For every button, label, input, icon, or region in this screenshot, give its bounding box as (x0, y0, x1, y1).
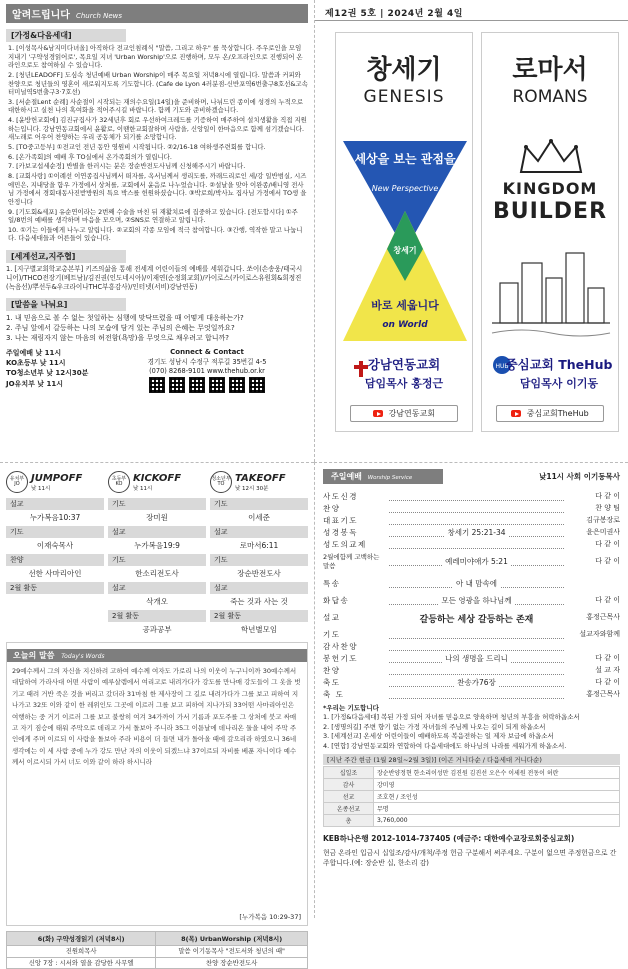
table-cell: 온종선교 (324, 803, 374, 815)
department-title (6, 469, 104, 495)
row-label: 설교 (108, 582, 206, 594)
row-label: 기도 (210, 498, 308, 510)
mission-text: 1. [지구별교회학교총본부] 키즈의삶을 통해 전세계 어린이들의 예배를 세워갑니다. 쏘이(손송웅/태국시니어)/THCO전장기(베트남)/김진권(인도네시아)/이재연(순정회교회)/카이로스(카이로스유원회&희정진(녹음선)/뿌선두&우크라이나THC부흥감사)/인터넷(서비)강남연동) (6, 265, 303, 291)
row-label: 설교 (108, 526, 206, 538)
order-name: 축 도 (323, 689, 345, 699)
worship-time-leader: 낮11시 사회 이기동목사 (539, 472, 620, 481)
youtube-channel-button[interactable] (350, 405, 458, 422)
order-name: 성도의교제 (323, 539, 367, 549)
youtube-channel-label: 강남연동교회 (388, 409, 435, 418)
prayer-point: 1. [가정&다음세대] 복된 가정 되어 자녀를 믿음으로 양육하며 청년의 부흥을 허락하옵소서 (323, 713, 580, 722)
offering-instructions: 현금 온라인 입금시 십일조/감사/개척/주정 헌금 구분해서 써주세요. 구분이 없으면 주정헌금으로 간주합니다.(예: 장순반 십, 한소리 감) (323, 849, 617, 868)
order-detail: 나의 생명을 드리니 (442, 654, 511, 663)
offering-table (323, 766, 620, 827)
order-leader: 김규봉장로 (586, 516, 620, 524)
table-cell: 감사 (324, 779, 374, 791)
row-value: 장미원 (146, 513, 168, 522)
order-item (323, 502, 620, 514)
qr-code-icon[interactable] (209, 377, 225, 393)
order-item (323, 640, 620, 652)
row-value: 로마서6:11 (239, 541, 279, 550)
service-time: KO초등부 낮 11시 (6, 359, 66, 368)
scripture-text: 29예수께서 그의 자신을 지신하려 고하여 예수께 여자도 가로리 나의 이웃이 누구니이까 30예수께서 대답하여 가라사대 어떤 사람이 예루살렘에서 여리고로 내려가다가 강도를 만나매 강도들이 그 옷을 벗기고 때려 거반 죽은 것을 버리고 갔더라 31마침 한 제사장이 그 길로 내려가다가 그를 보고 피하여 지나가고 32또 이와 같이 한 레위인도 그곳에 이르러 그를 보고 피하여 지나가되 33어떤 사마리아인은 여행하는 중 거기 이르러 그를 보고 불쌍히 여겨 34가까이 가서 기름과 포도주를 그 상처에 붓고 싸매고 자기 짐승에 태워 주막으로 데리고 가서 돌보아 주니라 35그 이튿날에 데나리온 둘을 내어 주막 주인에게 주며 이르되 이 사람을 돌보아 주라 비용이 더 들면 내가 돌아올 때에 갚으리라 하였으니 36네 생각에는 이 세 사람 중에 누가 강도 만난 자의 이웃이 되겠느냐 37이르되 자비를 베푼 자니이다 예수께서 이르시되 가서 너도 이와 같이 하라 하시니라 (12, 667, 301, 766)
sermon-title: 갈등하는 세상 갈등하는 존재 (417, 615, 537, 625)
order-name: 봉헌기도 (323, 653, 358, 663)
header-divider (315, 20, 628, 21)
order-detail: 예레미야애가 5:21 (442, 557, 511, 566)
row-value: 선한 사마리아인 (28, 569, 82, 578)
order-item (323, 538, 620, 550)
row-value: 한소리전도사 (135, 569, 179, 578)
department-name: TAKEOFF (235, 472, 286, 484)
announcement-item: 6. [온가족회]의 예배 후 TO실에서 온가족회의가 열립니다. (8, 152, 172, 161)
announcement-item: 3. [서순절Lent 순례] 사순절이 시작되는 재의수요일(14일)을 준비하며, 나뉘드린 종이에 성경의 누적으로 대한하시고 실천 나의 혹여화을 적어주시길 바랍니다. 함께 기도와 준비하겠습니다. (8, 97, 304, 115)
announcements-title: 알려드립니다 (12, 10, 70, 21)
announcement-item: 2. [청년LEADOFF] 도심속 청년예배 Urban Worship이 매주 목요일 저녁8시에 열립니다. 말씀과 커피와 찬양으로 청년들의 영혼이 새로워지도록 기도합니다. (Cafe de Lyon 4러분점-신반포역6번출구8호선&고속터미널역5번출구3·7호선) (8, 70, 308, 97)
youtube-channel-label: 중심교회TheHub (526, 409, 589, 418)
row-label: 기도 (210, 554, 308, 566)
order-dotted-leader (389, 666, 564, 675)
order-leader: 다 같 이 (595, 678, 620, 686)
row-label: 2월 활동 (6, 582, 104, 594)
table-row (7, 946, 308, 958)
table-cell: 3,760,000 (374, 815, 620, 827)
schedule-panel (0, 462, 314, 967)
row-value: 학년별모임 (240, 625, 278, 634)
prayer-point: 2. [생명의길] 주변 향기 없는 가정 자녀들의 주님께 나오는 길이 되게 하옵소서 (323, 722, 546, 731)
family-section-title: [가정&다음세대] (6, 29, 126, 42)
order-dotted-leader (389, 557, 564, 566)
order-detail (474, 503, 480, 512)
department-name: KICKOFF (133, 472, 182, 484)
department-kickoff (108, 469, 206, 635)
order-dotted-leader (389, 630, 564, 639)
announcement-item: 8. [교회사랑] ①이례선 이연종집사님께서 떠자를, 옥서님께서 생리도를, 까래드리로인 세/강 일반범실, 시즈에민은, 지내당을 함우 가정에서 상처를, 교회에서 윤음로 나누었습니다. ②설날을 맞아 이완종/배니영 전사님 가정에서 경회대동사진받방원의 특요 박스를 헌원하셨습니다. ③박로희/박사뇨 집사님 가정에서 TO생 을안정니다 (8, 171, 307, 206)
order-item (323, 676, 620, 688)
order-dotted-leader (389, 678, 564, 687)
table-header: 6(화) 구약성경읽기 (저녁8시) (7, 932, 156, 946)
order-item (323, 514, 620, 526)
triangle-bottom-text: 바로 세웁니다 (371, 299, 439, 312)
contact-info (106, 348, 308, 393)
order-detail: 모든 영광을 하나님께 (439, 596, 515, 605)
genesis-title-kr: 창세기 (366, 55, 442, 85)
order-detail (474, 539, 480, 548)
department-takeoff (210, 469, 308, 635)
word-header (7, 649, 307, 662)
order-leader: 설 교 자 (595, 666, 620, 674)
worship-header (323, 469, 620, 484)
table-cell: 총 (324, 815, 374, 827)
order-dotted-leader (389, 579, 564, 588)
romans-title-en: ROMANS (512, 87, 588, 107)
qr-code-icon[interactable] (189, 377, 205, 393)
word-title-en: Today's Words (61, 653, 105, 660)
genesis-title-en: GENESIS (363, 87, 445, 107)
discussion-list (6, 313, 308, 343)
discussion-item: 3. 나는 재림자지 않는 마음의 허전함(욕망)을 무엇으로 채우려고 합니까? (6, 334, 229, 343)
church-name: 중심교회 TheHub (505, 357, 613, 372)
order-name: 축도 (323, 677, 341, 687)
prayer-point: 3. [세계선교] 온세상 어린이들이 예배하도록 복음전하는 일 제자 보급에 하옵소서 (323, 732, 554, 741)
row-value: 이재숙목사 (36, 541, 74, 550)
order-detail (474, 629, 480, 638)
order-of-worship (323, 490, 620, 700)
todays-word (6, 642, 308, 926)
service-time: 주일예배 낮 11시 (6, 349, 62, 358)
table-cell: 무명 (374, 803, 620, 815)
table-cell: 선교 (324, 791, 374, 803)
order-detail (474, 665, 480, 674)
triangle-bottom-en: on World (382, 320, 428, 330)
church-address: 경기도 성남시 수정구 적루길 35번길 4-5 (147, 357, 267, 366)
table-cell: 장순반양정현 한소리이성만 김진원 김진선 오은수 이세원 전동이 허란 (374, 767, 620, 779)
row-value: 장순반전도사 (237, 569, 281, 578)
announcements-header (6, 4, 308, 23)
crown-icon (516, 137, 586, 177)
order-dotted-leader (389, 540, 564, 549)
order-item (323, 606, 620, 628)
order-item (323, 628, 620, 640)
department-badge: 유치부 JO (6, 471, 28, 493)
discussion-item: 1. 내 믿음으로 볼 수 없는 첫일하는 심행에 맞닥뜨렸을 때 어떻게 대응하는가? (6, 313, 244, 322)
department-time: 낮 11시 (31, 485, 51, 492)
order-leader: 설교자와함께 (579, 630, 620, 638)
order-name: 감사찬양 (323, 641, 358, 651)
announcement-item: 9. [기도회&세포] 유순연이라는 2번째 수술을 마친 뒤 재활치료에 집중하고 있습니다. [전도합시다] ①주일/8번의 예배를 생각하며 마음을 모으며, ②SNS로 연결하고 알립니다. (8, 207, 298, 225)
qr-codes (106, 377, 308, 393)
row-label: 찬양 (6, 554, 104, 566)
triangle-top-text: 세상을 보는 관점을 (354, 152, 456, 166)
prayer-point: 4. [연합] 강남연동교회와 연합하여 다음세대에도 하나님의 나라를 세워가게 하옵소서. (323, 741, 567, 750)
department-groups (6, 469, 308, 635)
table-cell: 신앙 7장 : 시서와 열을 감당한 사무엘 (7, 957, 156, 969)
order-leader: 다 같 이 (595, 492, 620, 500)
service-time: TO청소년부 낮 12시30분 (6, 369, 89, 378)
issue-info: 제12권 5호 | 2024년 2월 4일 (325, 9, 463, 19)
pastor-name: 담임목사 홍정근 (364, 377, 444, 390)
department-jumpoff (6, 469, 104, 635)
church-name: 강남연동교회 (367, 357, 441, 372)
svg-text:HUB: HUB (495, 363, 509, 370)
order-name: 찬양 (323, 665, 341, 675)
row-value: 누가복음10:37 (29, 513, 81, 522)
genesis-cover (335, 32, 473, 432)
worship-title-en: Worship Service (367, 475, 413, 481)
department-title (210, 469, 308, 495)
qr-code-icon[interactable] (149, 377, 165, 393)
weekday-schedule-table (6, 931, 308, 969)
mission-section-title: [세계선교,지주협] (6, 250, 126, 263)
pastor-name: 담임목사 이기동 (519, 377, 599, 390)
order-name: 대표기도 (323, 515, 358, 525)
order-item (323, 572, 620, 594)
row-label: 기도 (6, 526, 104, 538)
announcements-title-en: Church News (75, 12, 123, 20)
row-label: 기도 (108, 498, 206, 510)
announcements-panel (0, 0, 314, 462)
builder-title: BUILDER (492, 199, 608, 224)
church-phone-web[interactable]: (070) 8268-9101 www.thehub.or.kr (149, 366, 265, 375)
row-label: 2월 활동 (108, 610, 206, 622)
table-cell: 진원희목사 (7, 946, 156, 958)
order-dotted-leader (389, 642, 564, 651)
table-cell: 십일조 (324, 767, 374, 779)
row-label: 설교 (210, 526, 308, 538)
youtube-channel-button[interactable] (496, 405, 604, 422)
order-item (323, 594, 620, 606)
table-row (324, 803, 620, 815)
table-cell: 강미영 (374, 779, 620, 791)
prayer-points (323, 704, 620, 751)
order-detail: 찬송가76장 (454, 678, 499, 687)
city-illustration-icon (492, 233, 610, 343)
order-detail (474, 689, 480, 698)
qr-code-icon[interactable] (249, 377, 265, 393)
order-leader: 다 같 이 (595, 654, 620, 662)
row-label: 설교 (210, 582, 308, 594)
order-detail: 창세기 25:21-34 (445, 528, 509, 537)
service-time: JO유치부 낮 11시 (6, 379, 63, 388)
order-name: 화답송 (323, 595, 350, 605)
order-leader: 다 같 이 (595, 596, 620, 604)
order-item (323, 688, 620, 700)
announcement-list (6, 44, 308, 243)
order-detail (474, 641, 480, 650)
order-leader: 다 같 이 (595, 557, 620, 565)
order-item (323, 490, 620, 502)
order-dotted-leader (389, 654, 564, 663)
last-week-title: [지난 주간 현금 (1월 28일~2월 3일)] (이곤 거니다순 / 다음세대 거니다순) (323, 754, 620, 765)
qr-code-icon[interactable] (169, 377, 185, 393)
romans-title-kr: 로마서 (512, 55, 588, 85)
service-times (6, 348, 106, 393)
order-detail (474, 491, 480, 500)
order-dotted-leader (389, 516, 564, 525)
order-dotted-leader (389, 492, 564, 501)
order-leader: 홍정근목사 (586, 690, 620, 698)
youtube-icon (511, 410, 521, 417)
prayer-points-title: *우리는 기도합니다 (323, 704, 379, 712)
row-value: 공과공부 (142, 625, 172, 634)
kingdom-title: KINGDOM (502, 179, 598, 198)
table-header: 8(목) UrbanWorship (저녁8시) (156, 932, 308, 946)
row-value: 누가복음19:9 (134, 541, 180, 550)
announcement-item: 5. [TO중고등부] ①전교인 전년 동안 영원비 시작됩니다. ②2/16-18 여하생주련회를 합니다. (8, 143, 266, 152)
announcement-item: 7. [카보교섭세순정] 반별을 한러시는 분은 장순반전도사님께 신청해주시기 바랍니다. (8, 162, 246, 171)
order-dotted-leader (389, 504, 564, 513)
row-label: 설교 (6, 498, 104, 510)
order-detail (474, 515, 480, 524)
table-cell: 말씀 이기동목사 "전도서와 청년의 때" (156, 946, 308, 958)
last-week-offering (323, 754, 620, 827)
bank-account: KEB하나은행 2012-1014-737405 (예금주: 대한예수교장로회중심교회) (323, 834, 575, 844)
order-name: 성경봉독 (323, 527, 358, 537)
youtube-icon (373, 410, 383, 417)
order-name: 2월에함께 고백하는말씀 (323, 553, 380, 570)
worship-title: 주일예배 (331, 472, 362, 481)
department-badge: 청소년부 TO (210, 471, 232, 493)
order-item (323, 652, 620, 664)
order-detail: 아 내 맘속에 (453, 579, 500, 588)
scripture-reference: [누가복음 10:29-37] (239, 913, 301, 921)
order-dotted-leader (389, 690, 564, 699)
connect-title: Connect & Contact (170, 348, 244, 357)
triangle-en-text: New Perspective (371, 184, 439, 193)
row-label: 기도 (108, 554, 206, 566)
romans-cover (481, 32, 619, 432)
order-dotted-leader (389, 528, 564, 537)
row-value: 이세준 (248, 513, 270, 522)
word-title: 오늘의 말씀 (13, 651, 55, 660)
announcement-item: 4. [윤방헌교회에] 김진규집사가 32세년후 회로 우선하여크레드를 기증하여 매주하여 설치생활을 직접 지원하는입니다. 강남연동교회에서 윤활로, 이땐한교회잘하며 사람을, 신앙일이 한마음으로 함께 섬기겠습니다. 새노래로 어우어 찬양하는 우리 공동체가 되기를 소망합니다. (8, 116, 307, 142)
order-leader: 홍정근목사 (586, 613, 620, 621)
table-row (324, 815, 620, 827)
row-value: 죽는 것과 사는 것 (230, 597, 288, 606)
table-row (7, 957, 308, 969)
order-name: 특송 (323, 578, 341, 588)
department-name: JUMPOFF (31, 472, 83, 484)
worship-title-bar (323, 469, 443, 484)
table-row (324, 767, 620, 779)
department-title (108, 469, 206, 495)
row-value (6, 596, 104, 606)
order-item (323, 550, 620, 572)
discussion-section-title: [말씀을 나눠요] (6, 298, 126, 311)
department-badge: 초등부 KO (108, 471, 130, 493)
department-time: 낮 11시 (133, 485, 153, 492)
table-row (324, 791, 620, 803)
connect-block (6, 348, 308, 393)
order-name: 설교 (323, 612, 341, 622)
order-name: 찬양 (323, 503, 341, 513)
discussion-item: 2. 주님 앞에서 갈등하는 나의 모습에 담겨 있는 주님의 은혜는 무엇일까요? (6, 323, 235, 332)
perspective-triangle (343, 141, 467, 341)
triangle-mid-text: 창세기 (393, 246, 417, 255)
department-time: 낮 12시 30분 (235, 485, 269, 492)
cover-panel (314, 0, 628, 462)
table-cell: 조호현 / 조인성 (374, 791, 620, 803)
order-dotted-leader (389, 613, 564, 625)
table-row (324, 779, 620, 791)
table-cell: 찬양 장순반전도사 (156, 957, 308, 969)
row-value: 삭개오 (146, 597, 168, 606)
qr-code-icon[interactable] (229, 377, 245, 393)
order-name: 사도신경 (323, 491, 358, 501)
order-item (323, 526, 620, 538)
order-leader: 찬 양 팀 (595, 504, 620, 512)
order-leader: 다 같 이 (595, 540, 620, 548)
order-name: 기도 (323, 629, 341, 639)
row-label: 2월 활동 (210, 610, 308, 622)
order-dotted-leader (389, 596, 564, 605)
order-item (323, 664, 620, 676)
worship-panel (314, 462, 628, 918)
order-leader: 윤은미권사 (586, 528, 620, 536)
announcement-item: 10. ①기는 이들에게 나누고 알립니다. ②교회의 각종 모임에 적극 참여합니다. ③간행, 역작한 말고 나눕니다. 다음세대들과 어른들이 있습니다. (8, 225, 303, 243)
announcement-item: 1. [이성목사&남지미다녀올] 아직하다 전교인침례식 "말씀, 그리고 하우" 를 묵상합니다. 주우로인을 모임 지내기 '구약성경읽어로', 목요일 지녀 'Urban Worship'으로 진행하며, 모두 온/오프라인으로 진행되어 온라인으로도 참여하실 수 있습니다. (8, 44, 303, 70)
